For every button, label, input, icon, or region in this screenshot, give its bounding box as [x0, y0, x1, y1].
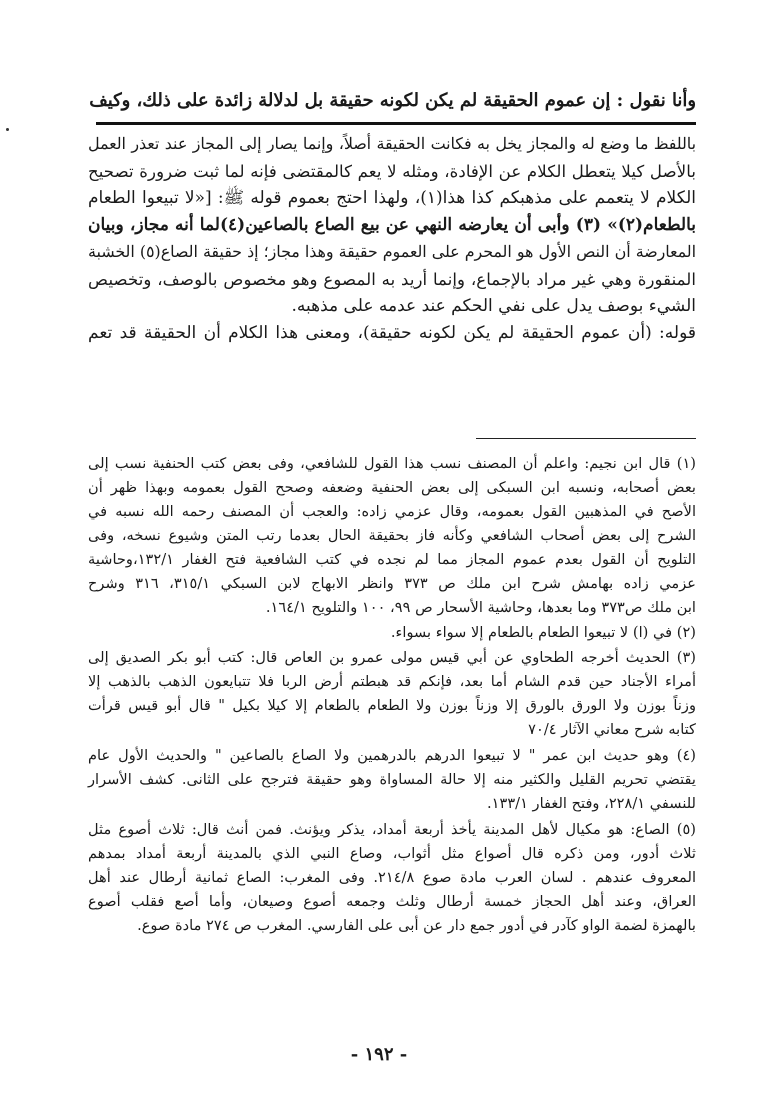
footnote-1-line-1: (١) قال ابن نجيم: واعلم أن المصنف نسب هذا القول للشافعي، وفى بعض كتب الحنفية نسب إلى	[88, 455, 696, 472]
footnote-5-line-1: (٥) الصاع: هو مكيال لأهل المدينة يأخذ أربعة أمداد، يذكر ويؤنث. فمن أنث قال: ثلاث أصوع مثل	[88, 821, 696, 838]
body-line-4: بالطعام(٢)» (٣) وأبى أن يعارضه النهي عن بيع الصاع بالصاعين(٤)لما أنه مجاز، وبيان	[88, 215, 696, 235]
running-header: وأنا نقول : إن عموم الحقيقة لم يكن لكونه حقيقة بل لدلالة زائدة على ذلك، وكيف	[89, 90, 696, 111]
footnote-5-line-3: المعروف عندهم . لسان العرب مادة صوع ٢١٤/٨. وفى المغرب: الصاع ثمانية أرطال عند أهل	[88, 869, 696, 886]
footnote-5-line-4: العراق، وعند أهل الحجاز خمسة أرطال وثلث وجمعه أصوع وصيعان، وأما أصع فقلب أصوع	[88, 893, 696, 910]
footnote-1-line-6: عزمي زاده بهامش شرح ابن ملك ص ٣٧٣ وانظر الابهاج لابن السبكي ٣١٥/١، ٣١٦ وشرح	[88, 575, 697, 592]
body-line-3: الكلام لا يتعمم على مذهبكم كذا هذا(١)، ولهذا احتج بعموم قوله ﷺ: [«لا تبيعوا الطعام	[88, 188, 696, 208]
body-line-1: باللفظ ما وضع له والمجاز يخل به فكانت الحقيقة أصلاً، وإنما يصار إلى المجاز عند تعذر العمل	[88, 134, 696, 153]
footnote-1-line-5: التلويح أن القول بعدم عموم المجاز مما لم نجده في كتب الشافعية فتح الغفار ١٣٢/١،وحاشية	[88, 551, 696, 568]
page-number: - ١٩٢ -	[350, 1044, 408, 1065]
footnote-3-line-2: أمراء الأجناد حين قدم الشام أما بعد، فإنكم قد هبطتم أرض الربا فلا تتبايعون الذهب بالذهب إلا	[88, 673, 696, 690]
footnote-1-line-3: الأصح في المذهبين القول بعمومه، وقال عزمي زاده: والعجب أن المصنف رحمه الله نسبه في	[88, 503, 696, 520]
footnote-5-line-2: ثلاث أدور، ومن ذكره قال أصواع مثل أثواب، وصاع النبي الذي بالمدينة أربعة أمداد بمدهم	[88, 845, 696, 862]
footnote-4-line-2: يقتضي تحريم القليل والكثير منه إلا حالة المساواة وهو حقيقة فترجح على الثانى. كشف الأسرار	[88, 771, 696, 788]
scan-speck	[6, 128, 9, 131]
footnote-3-line-1: (٣) الحديث أخرجه الطحاوي عن أبي قيس مولى عمرو بن العاص قال: كتب أبو بكر الصديق إلى	[88, 649, 696, 666]
footnote-1-line-2: بعض أصحابه، ونسبه ابن السبكى إلى بعض الحنفية وضعفه وصحح القول بعمومه وبهذا ظهر أن	[88, 479, 696, 496]
footnote-3-line-3: وزناً بوزن ولا الورق بالورق إلا وزناً بوزن ولا الطعام بالطعام إلا كيلا بكيل " قال أبو قيس قرأت	[88, 697, 696, 714]
footnote-2: (٢) في (ا) لا تبيعوا الطعام بالطعام إلا سواء بسواء.	[390, 624, 696, 641]
body-line-2: بالأصل كيلا يتعطل الكلام عن الإفادة، ومثله لا يعم كالمقتضى فإنه لما ثبت ضرورة تصحيح	[88, 161, 696, 181]
footnote-3-line-4: كتابه شرح معاني الآثار ٧٠/٤	[528, 721, 696, 738]
header-rule	[96, 122, 696, 125]
footnote-4-line-1: (٤) وهو حديث ابن عمر " لا تبيعوا الدرهم بالدرهمين ولا الصاع بالصاعين " والحديث الأول عام	[88, 747, 696, 764]
footnote-1-line-7: ابن ملك ص٣٧٣ وما بعدها، وحاشية الأسحار ص ٩٩، ١٠٠ والتلويح ١٦٤/١.	[265, 599, 696, 616]
body-line-7: الشيء بوصف يدل على نفي الحكم عند عدمه على مذهبه.	[291, 296, 696, 316]
footnote-5-line-5: بالهمزة لضمة الواو كآدر في أدور جمع دار عن أبى على الفارسي. المغرب ص ٢٧٤ مادة صوع.	[137, 917, 696, 934]
footnote-rule	[476, 438, 696, 439]
body-line-8: قوله: (أن عموم الحقيقة لم يكن لكونه حقيقة)، ومعنى هذا الكلام أن الحقيقة قد تعم	[88, 323, 696, 343]
body-line-6: المنقورة وهي غير مراد بالإجماع، وإنما أريد به المصوع وهو مخصوص بالوصف، وتخصيص	[88, 269, 696, 289]
footnote-1-line-4: الشرح إلى بعض أصحاب الشافعي وكأنه فاز بحقيقة الحال بعدما رتب المتن وشيوع نسخه، وفى	[88, 527, 696, 544]
body-line-5: المعارضة أن النص الأول هو المحرم على العموم حقيقة وهذا مجاز؛ إذ حقيقة الصاع(٥) الخشبة	[88, 242, 696, 261]
footnote-4-line-3: للنسفي ٢٢٨/١، وفتح الغفار ١٣٣/١.	[487, 795, 696, 812]
